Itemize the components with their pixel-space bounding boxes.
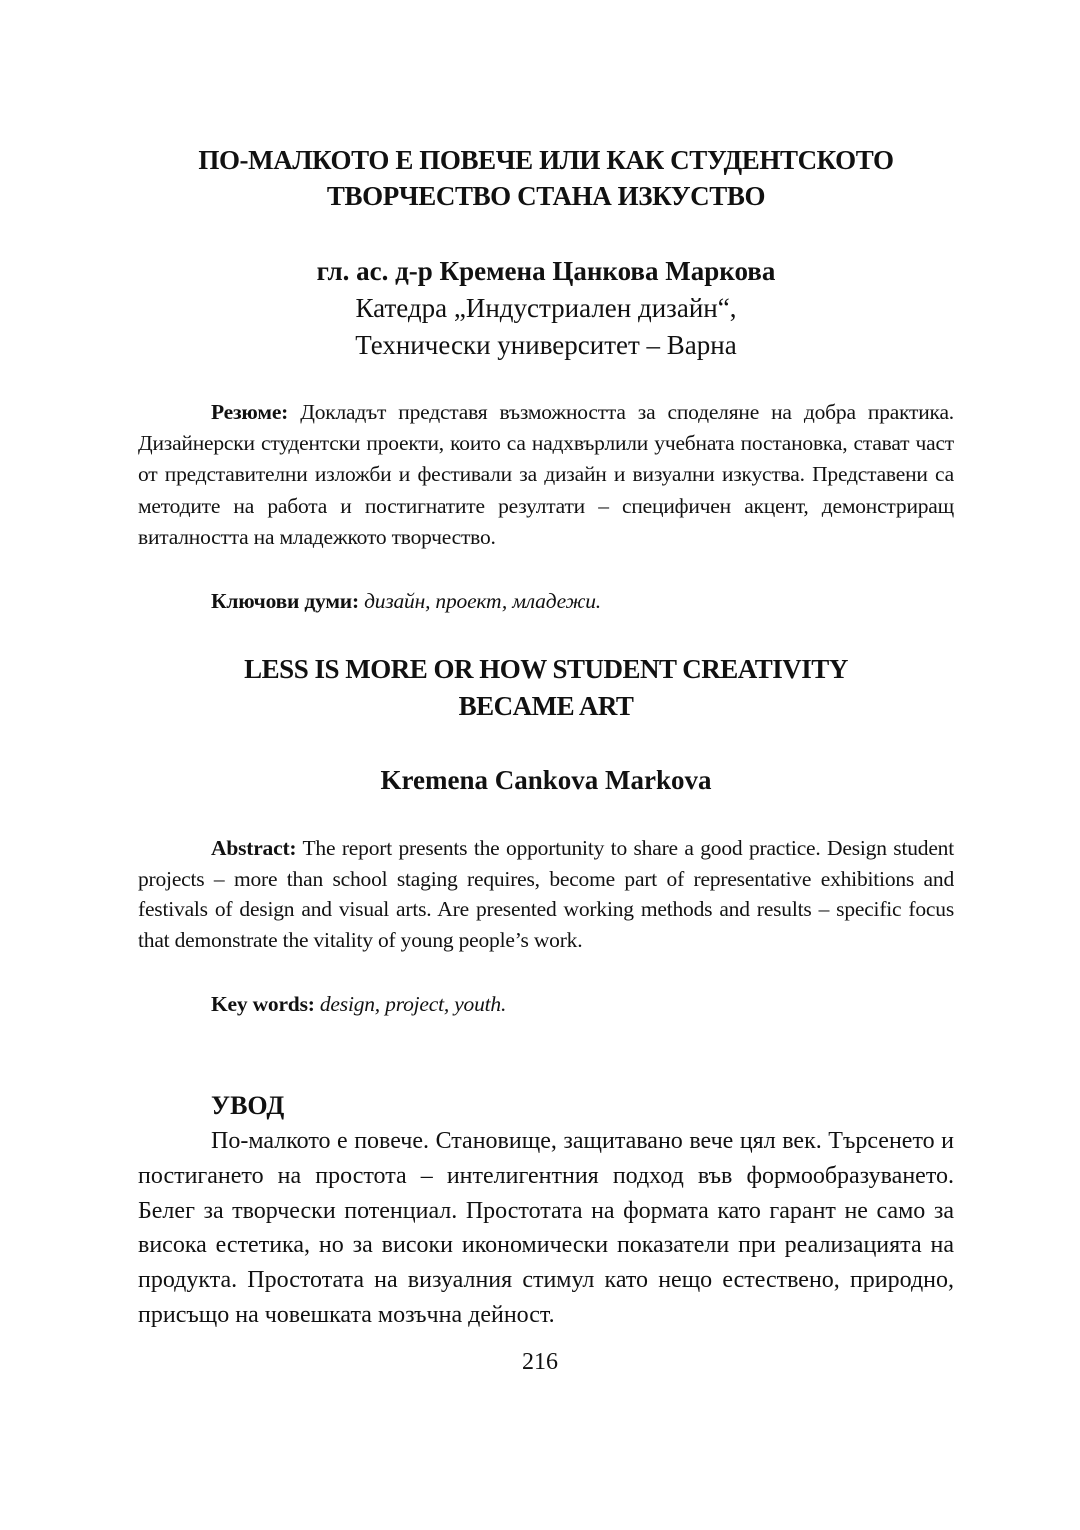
- title-bulgarian: [138, 142, 954, 214]
- title-english: [138, 651, 954, 725]
- abstract-bulgarian-label: Резюме:: [211, 400, 289, 424]
- keywords-english-text: design, project, youth.: [314, 992, 507, 1016]
- page-number: 216: [522, 1349, 558, 1375]
- author-name-bulgarian: гл. ас. д-р Кремена Цанкова Маркова: [316, 256, 776, 286]
- author-name-english: Kremena Cankova Markova: [380, 765, 712, 795]
- author-block-bulgarian: [138, 253, 954, 364]
- author-department: Катедра „Индустриален дизайн“,: [355, 293, 737, 323]
- keywords-bulgarian-label: Ключови думи:: [211, 589, 359, 613]
- intro-paragraph: По-малкото е повече. Становище, защитавано вече цял век. Търсенето и постигането на простота – интелигентния подход във формообразуването. Белег за творчески потенциал. Простотата на формата като гарант не само за висока естетика, но за високи икономически показатели при реализацията на продукта. Простотата на визуалния стимул като нещо естествено, природно, присъщо на човешката мозъчна дейност.: [138, 1128, 954, 1328]
- title-bulgarian-line-1: ПО-МАЛКОТО Е ПОВЕЧЕ ИЛИ КАК СТУДЕНТСКОТО: [198, 145, 894, 175]
- keywords-english-label: Key words:: [211, 992, 315, 1016]
- abstract-english: [138, 833, 954, 955]
- keywords-english: [211, 989, 954, 1020]
- abstract-english-label: Abstract:: [211, 836, 297, 860]
- title-bulgarian-line-2: ТВОРЧЕСТВО СТАНА ИЗКУСТВО: [326, 181, 766, 211]
- keywords-bulgarian: [211, 586, 954, 617]
- abstract-bulgarian: [138, 397, 954, 553]
- author-university: Технически университет – Варна: [355, 330, 737, 360]
- keywords-bulgarian-text: дизайн, проект, младежи.: [358, 589, 601, 613]
- title-english-line-1: LESS IS MORE OR HOW STUDENT CREATIVITY: [244, 654, 848, 684]
- section-heading-intro: УВОД: [211, 1091, 285, 1120]
- abstract-bulgarian-text: Докладът представя възможността за споделяне на добра практика. Дизайнерски студентски проекти, които са надхвърлили учебната постановка, стават част от представителни изложби и фестивали за дизайн и визуални изкуства. Представени са методите на работа и постигнатите резултати – специфичен акцент, демонстриращ виталността на младежкото творчество.: [138, 400, 954, 549]
- title-english-line-2: BECAME ART: [458, 691, 634, 721]
- abstract-english-text: The report presents the opportunity to share a good practice. Design student projects – more than school staging requires, become part of representative exhibitions and festivals of design and visual arts. Are presented working methods and results – specific focus that demonstrate the vitality of young people’s work.: [138, 836, 954, 952]
